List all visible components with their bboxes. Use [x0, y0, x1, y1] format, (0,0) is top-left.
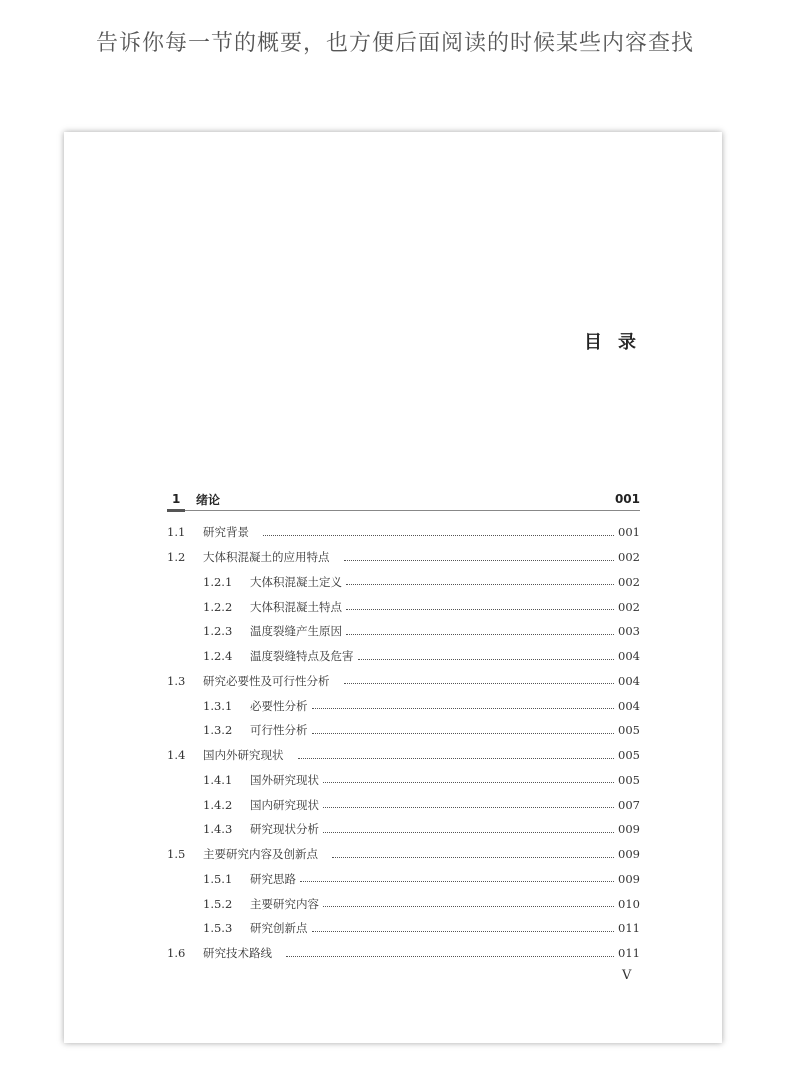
entry-number: 1.3.2	[203, 723, 233, 738]
entry-page: 002	[618, 599, 640, 614]
entry-page: 004	[618, 698, 640, 713]
entry-page: 004	[618, 673, 640, 688]
chapter-heading[interactable]	[167, 490, 640, 511]
entry-title: 研究必要性及可行性分析	[203, 673, 330, 688]
entry-number: 1.3	[167, 673, 186, 688]
chapter-marker	[167, 509, 185, 512]
entry-title: 主要研究内容及创新点	[203, 847, 318, 862]
entry-number: 1.5.1	[203, 871, 233, 886]
toc-entry[interactable]	[167, 867, 640, 892]
entry-number: 1.5.3	[203, 921, 233, 936]
dot-leader	[344, 683, 615, 684]
toc-entry[interactable]	[167, 768, 640, 793]
entry-number: 1.2	[167, 550, 186, 565]
entry-title: 研究技术路线	[203, 946, 272, 961]
dot-leader	[312, 708, 615, 709]
entry-number: 1.1	[167, 525, 186, 540]
toc-entry[interactable]	[167, 718, 640, 743]
entry-number: 1.4	[167, 748, 186, 763]
entry-title: 国内研究现状	[250, 797, 319, 812]
dot-leader	[323, 906, 614, 907]
toc-entry[interactable]	[167, 570, 640, 595]
caption: 告诉你每一节的概要，也方便后面阅读的时候某些内容查找	[95, 31, 694, 56]
dot-leader	[323, 807, 614, 808]
entry-number: 1.5	[167, 847, 186, 862]
entry-title: 温度裂缝特点及危害	[250, 649, 354, 664]
entry-title: 大体积混凝土定义	[250, 574, 342, 589]
dot-leader	[346, 634, 614, 635]
entry-title: 大体积混凝土的应用特点	[203, 550, 330, 565]
entry-number: 1.5.2	[203, 896, 233, 911]
entry-number: 1.2.3	[203, 624, 233, 639]
entry-page: 003	[618, 624, 640, 639]
entry-page: 002	[618, 550, 640, 565]
toc-entry[interactable]	[167, 792, 640, 817]
entry-page: 009	[618, 847, 640, 862]
dot-leader	[344, 560, 615, 561]
chapter-number: 1	[172, 492, 181, 506]
page-folio: V	[622, 968, 632, 983]
dot-leader	[312, 733, 615, 734]
chapter-title: 绪论	[196, 493, 221, 507]
dot-leader	[358, 659, 615, 660]
entry-title: 研究思路	[250, 871, 296, 886]
dot-leader	[332, 857, 614, 858]
entry-page: 010	[618, 896, 640, 911]
toc-entries	[167, 520, 640, 966]
entry-title: 主要研究内容	[250, 896, 319, 911]
entry-number: 1.4.3	[203, 822, 233, 837]
entry-title: 研究现状分析	[250, 822, 319, 837]
chapter-page: 001	[614, 492, 640, 506]
toc-entry[interactable]	[167, 545, 640, 570]
entry-number: 1.3.1	[203, 698, 233, 713]
entry-title: 必要性分析	[250, 698, 308, 713]
entry-title: 研究创新点	[250, 921, 308, 936]
toc-entry[interactable]	[167, 644, 640, 669]
entry-title: 可行性分析	[250, 723, 308, 738]
toc-title: 目录	[584, 332, 652, 353]
entry-page: 005	[618, 748, 640, 763]
entry-page: 009	[618, 871, 640, 886]
entry-title: 研究背景	[203, 525, 249, 540]
toc-entry[interactable]	[167, 941, 640, 966]
entry-page: 007	[618, 797, 640, 812]
book-page	[64, 132, 722, 1043]
entry-page: 002	[618, 574, 640, 589]
entry-title: 国内外研究现状	[203, 748, 284, 763]
toc-entry[interactable]	[167, 916, 640, 941]
entry-title: 国外研究现状	[250, 772, 319, 787]
entry-page: 004	[618, 649, 640, 664]
dot-leader	[298, 758, 615, 759]
toc-entry[interactable]	[167, 619, 640, 644]
toc-entry[interactable]	[167, 520, 640, 545]
dot-leader	[346, 584, 614, 585]
entry-page: 011	[618, 921, 640, 936]
entry-number: 1.2.4	[203, 649, 233, 664]
dot-leader	[346, 609, 614, 610]
entry-page: 011	[618, 946, 640, 961]
entry-page: 005	[618, 723, 640, 738]
toc-entry[interactable]	[167, 594, 640, 619]
entry-number: 1.2.2	[203, 599, 233, 614]
toc-entry[interactable]	[167, 693, 640, 718]
entry-number: 1.2.1	[203, 574, 233, 589]
entry-title: 温度裂缝产生原因	[250, 624, 342, 639]
entry-page: 009	[618, 822, 640, 837]
toc-entry[interactable]	[167, 669, 640, 694]
entry-page: 001	[618, 525, 640, 540]
toc-entry[interactable]	[167, 817, 640, 842]
toc-entry[interactable]	[167, 891, 640, 916]
dot-leader	[312, 931, 615, 932]
entry-number: 1.4.1	[203, 772, 233, 787]
entry-number: 1.4.2	[203, 797, 233, 812]
dot-leader	[323, 782, 614, 783]
dot-leader	[286, 956, 614, 957]
dot-leader	[263, 535, 614, 536]
entry-page: 005	[618, 772, 640, 787]
dot-leader	[300, 881, 614, 882]
dot-leader	[323, 832, 614, 833]
toc-entry[interactable]	[167, 842, 640, 867]
toc-entry[interactable]	[167, 743, 640, 768]
entry-number: 1.6	[167, 946, 186, 961]
entry-title: 大体积混凝土特点	[250, 599, 342, 614]
